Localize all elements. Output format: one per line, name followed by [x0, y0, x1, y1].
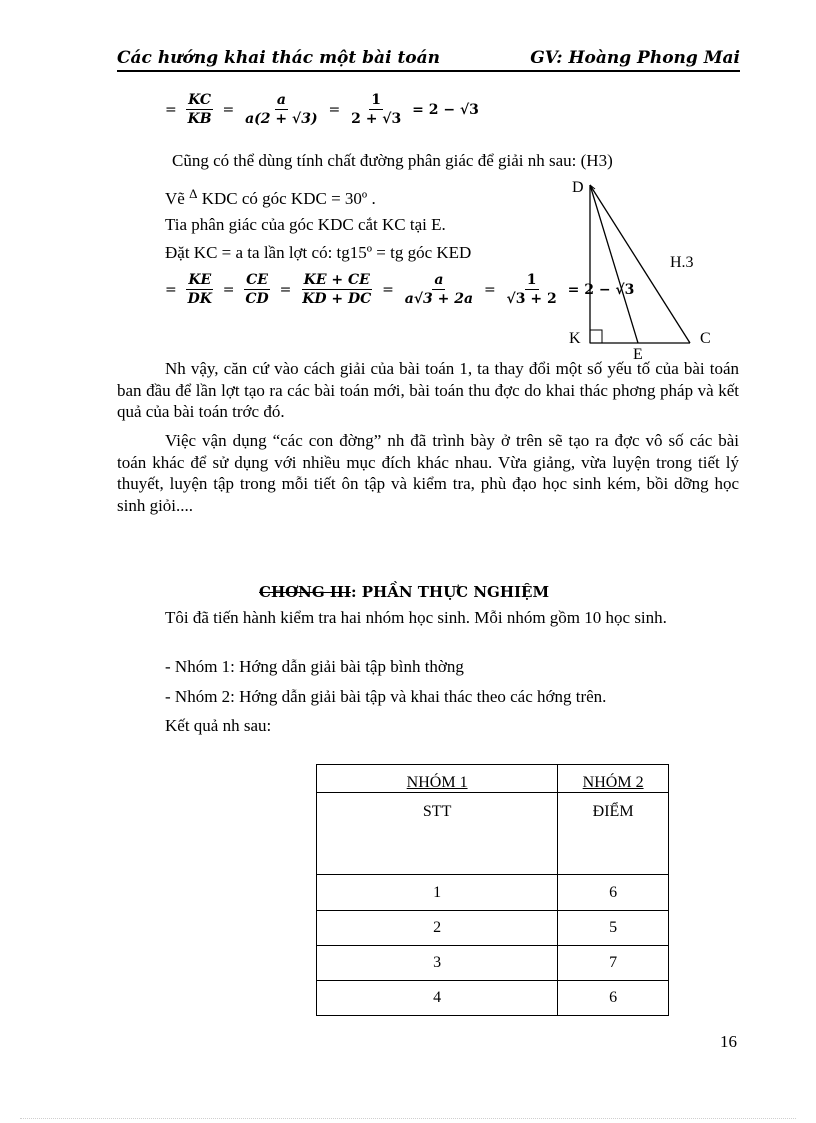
footer-dotted-rule	[20, 1118, 796, 1119]
cell-stt: 2	[317, 911, 558, 946]
cell-stt: 1	[317, 875, 558, 911]
group-2-line: - Nhóm 2: Hớng dẫn giải bài tập và khai thác theo các hớng trên.	[165, 687, 607, 706]
table-subheader-row	[317, 793, 669, 875]
subheader-stt: STT	[317, 793, 558, 875]
equation-kc-kb: = $\frac{KC}{KB}$ = $\frac{a}{a(2 + √3)}$ = $\frac{1}{2 + √3}$ = 2 − √3	[165, 92, 479, 127]
results-table	[316, 764, 669, 1016]
paragraph-1: Nh vậy, căn cứ vào cách giải của bài toán 1, ta thay đổi một số yếu tố của bài toán ban đầu để lần lợt tạo ra các bài toán mới, bài toán thu đợc do khai thác phơng pháp và kết quả của bài toán trớc đó.	[117, 359, 739, 421]
cell-score: 5	[558, 911, 669, 946]
experiment-intro: Tôi đã tiến hành kiểm tra hai nhóm học sinh. Mỗi nhóm gồm 10 học sinh.	[165, 608, 667, 627]
body-line-4: Đặt KC = a ta lần lợt có: tg15º = tg góc KED	[165, 243, 472, 262]
cell-stt: 3	[317, 946, 558, 981]
label-d: D	[572, 179, 584, 196]
body-line-2: Vẽ $^\Delta$ KDC có góc KDC = 30º .	[165, 186, 376, 208]
body-line-1: Cũng có thể dùng tính chất đường phân giác để giải nh sau: (H3)	[172, 151, 613, 170]
header-group-1: NHÓM 1	[317, 765, 558, 793]
page-number: 16	[720, 1032, 737, 1051]
header-group-2: NHÓM 2	[558, 765, 669, 793]
chapter-heading: CHƠNG III: PHẦN THỰC NGHIỆM	[259, 583, 550, 601]
result-intro: Kết quả nh sau:	[165, 716, 272, 735]
header-left-title: Các hướng khai thác một bài toán	[117, 48, 441, 68]
subheader-diem: ĐIỂM	[558, 793, 669, 875]
table-row	[317, 875, 669, 911]
label-e: E	[633, 346, 643, 360]
body-line-3: Tia phân giác của góc KDC cắt KC tại E.	[165, 215, 446, 234]
table-row	[317, 911, 669, 946]
triangle-symbol: Δ	[189, 186, 198, 201]
table-header-row	[317, 765, 669, 793]
equation-tg15: = $\frac{KE}{DK}$ = $\frac{CE}{CD}$ = $\frac{KE + CE}{KD + DC}$ = $\frac{a}{a√3 + 2a}$ = $\frac{1}{√3 + 2}$ = 2 − √3	[165, 272, 635, 307]
group-1-line: - Nhóm 1: Hớng dẫn giải bài tập bình thờng	[165, 657, 464, 676]
table-row	[317, 981, 669, 1016]
paragraph-2: Việc vận dụng “các con đờng” nh đã trình bày ở trên sẽ tạo ra đợc vô số các bài toán khác để sử dụng với nhiều mục đích khác nhau. Vừa giảng, vừa luyện trong tiết lý thuyết, luyện tập trong mỗi tiết ôn tập và kiểm tra, phù đạo học sinh kém, bồi dỡng học sinh giỏi....	[117, 431, 739, 515]
figure-caption: H.3	[670, 254, 694, 271]
segment-de-bisector	[590, 185, 638, 343]
triangle-figure-h3	[560, 175, 740, 360]
cell-score: 7	[558, 946, 669, 981]
cell-score: 6	[558, 875, 669, 911]
table-row	[317, 946, 669, 981]
label-c: C	[700, 330, 711, 347]
header-author: GV: Hoàng Phong Mai	[530, 48, 740, 68]
cell-score: 6	[558, 981, 669, 1016]
right-angle-mark	[590, 330, 602, 343]
label-k: K	[569, 330, 581, 347]
header-rule	[117, 70, 740, 72]
cell-stt: 4	[317, 981, 558, 1016]
